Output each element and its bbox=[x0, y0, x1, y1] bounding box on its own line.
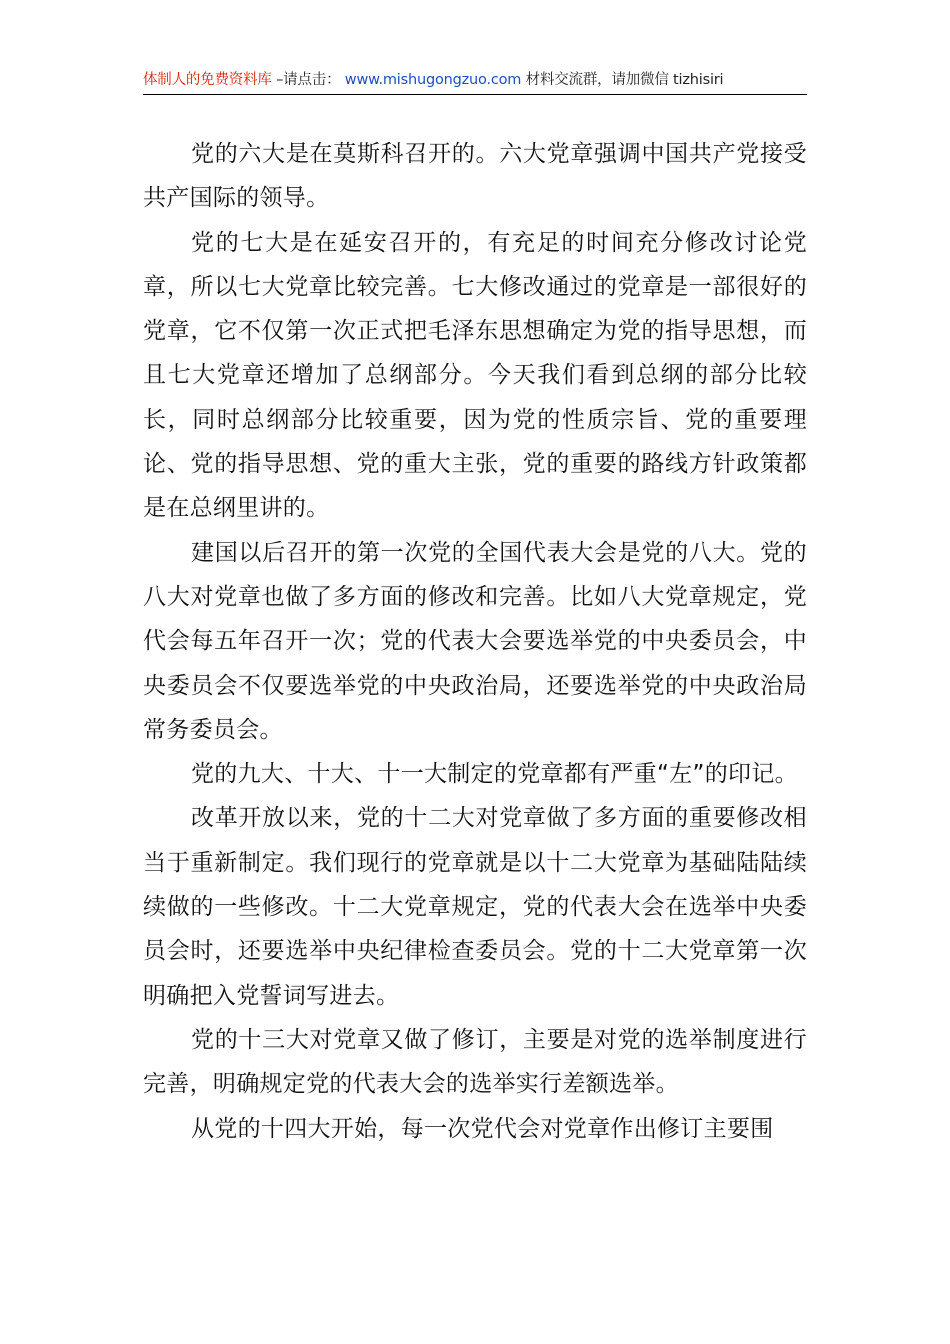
header-url-link[interactable]: www.mishugongzuo.com bbox=[344, 72, 522, 88]
paragraph-2: 党的七大是在延安召开的，有充足的时间充分修改讨论党章，所以七大党章比较完善。七大修改通过的党章是一部很好的党章，它不仅第一次正式把毛泽东思想确定为党的指导思想，而且七大党章还增加了总纲部分。今天我们看到总纲的部分比较长，同时总纲部分比较重要，因为党的性质宗旨、党的重要理论、党的指导思想、党的重大主张，党的重要的路线方针政策都是在总纲里讲的。 bbox=[143, 229, 807, 522]
paragraph-4: 党的九大、十大、十一大制定的党章都有严重“左”的印记。 bbox=[191, 761, 798, 788]
paragraph-6: 党的十三大对党章又做了修订，主要是对党的选举制度进行完善，明确规定党的代表大会的选举实行差额选举。 bbox=[143, 1026, 807, 1098]
header-promo-text: 材料交流群，请加微信 tizhisiri bbox=[525, 72, 724, 88]
page-header bbox=[143, 66, 807, 95]
paragraph-7: 从党的十四大开始，每一次党代会对党章作出修订主要围 bbox=[191, 1115, 774, 1142]
document-body bbox=[143, 132, 807, 1151]
header-prompt: –请点击： bbox=[276, 72, 341, 88]
paragraph-1: 党的六大是在莫斯科召开的。六大党章强调中国共产党接受共产国际的领导。 bbox=[143, 141, 807, 212]
paragraph-5: 改革开放以来，党的十二大对党章做了多方面的重要修改相当于重新制定。我们现行的党章就是以十二大党章为基础陆陆续续做的一些修改。十二大党章规定，党的代表大会在选举中央委员会时，还要选举中央纪律检查委员会。党的十二大党章第一次明确把入党誓词写进去。 bbox=[143, 805, 807, 1009]
header-site-name: 体制人的免费资料库 bbox=[143, 72, 272, 88]
paragraph-3: 建国以后召开的第一次党的全国代表大会是党的八大。党的八大对党章也做了多方面的修改和完善。比如八大党章规定，党代会每五年召开一次；党的代表大会要选举党的中央委员会，中央委员会不仅要选举党的中央政治局，还要选举党的中央政治局常务委员会。 bbox=[143, 539, 807, 743]
